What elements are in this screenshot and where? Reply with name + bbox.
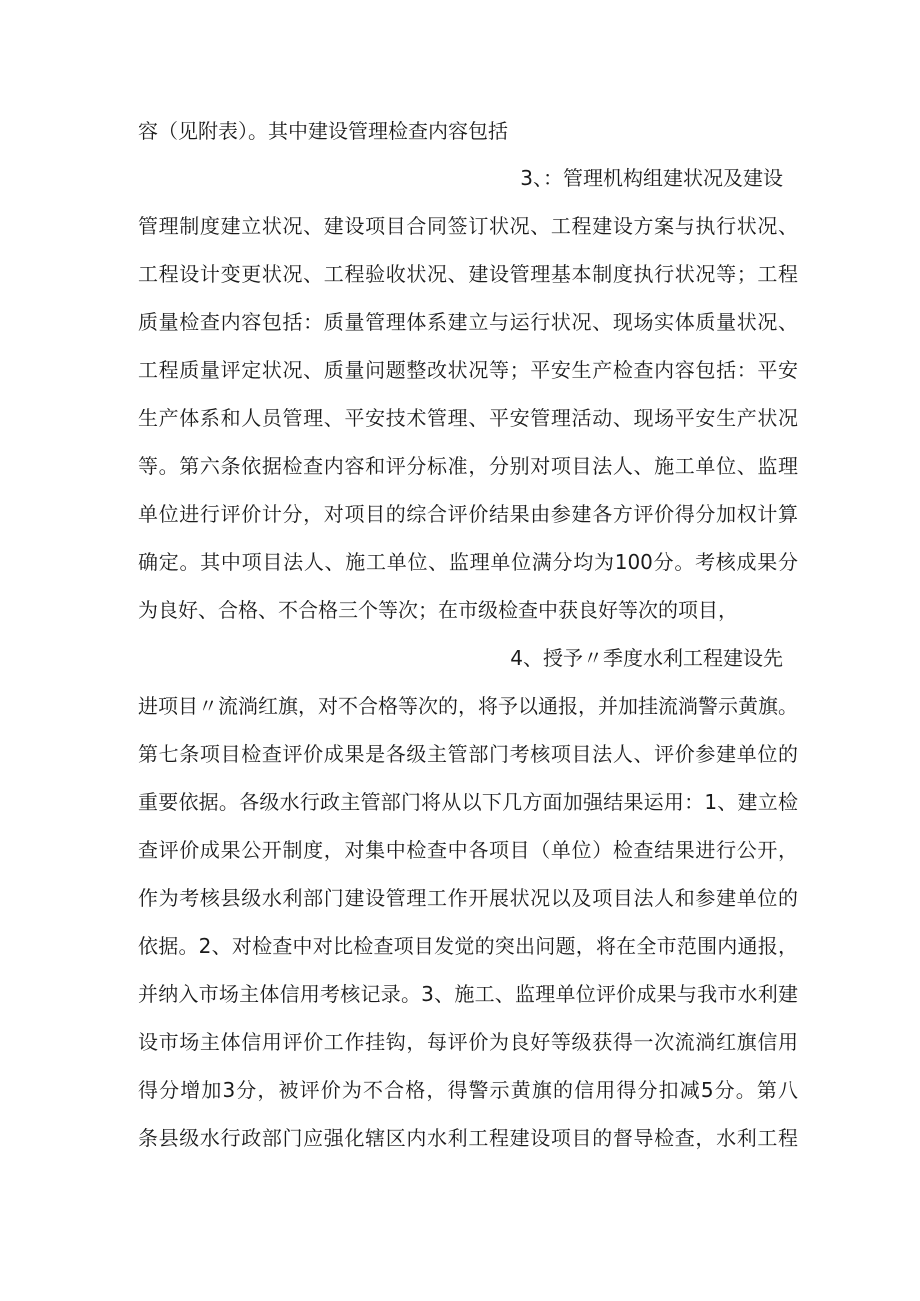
text-line: 依据。2、对检查中对比检查项目发觉的突出问题，将在全市范围内通报， <box>138 934 798 958</box>
text-line: 质量检查内容包括：质量管理体系建立与运行状况、现场实体质量状况、 <box>138 310 798 334</box>
text-line: 设市场主体信用评价工作挂钩，每评价为良好等级获得一次流淌红旗信用 <box>138 1030 798 1054</box>
text-line: 重要依据。各级水行政主管部门将从以下几方面加强结果运用：1、建立检 <box>138 790 798 814</box>
text-line: 条县级水行政部门应强化辖区内水利工程建设项目的督导检查，水利工程 <box>138 1126 798 1150</box>
text-line: 容（见附表）。其中建设管理检查内容包括 <box>138 119 508 143</box>
text-line: 查评价成果公开制度，对集中检查中各项目（单位）检查结果进行公开， <box>138 838 798 862</box>
text-line: 为良好、合格、不合格三个等次；在市级检查中获良好等次的项目， <box>138 598 738 622</box>
text-line: 等。第六条依据检查内容和评分标准，分别对项目法人、施工单位、监理 <box>138 454 798 478</box>
text-line: 单位进行评价计分，对项目的综合评价结果由参建各方评价得分加权计算 <box>138 502 798 526</box>
text-line: 作为考核县级水利部门建设管理工作开展状况以及项目法人和参建单位的 <box>138 886 798 910</box>
text-line: 工程设计变更状况、工程验收状况、建设管理基本制度执行状况等；工程 <box>138 262 798 286</box>
text-line: 管理制度建立状况、建设项目合同签订状况、工程建设方案与执行状况、 <box>138 214 798 238</box>
text-line: 3、：管理机构组建状况及建设 <box>520 166 783 190</box>
text-line: 并纳入市场主体信用考核记录。3、施工、监理单位评价成果与我市水利建 <box>138 982 798 1006</box>
text-line: 得分增加3分，被评价为不合格，得警示黄旗的信用得分扣减5分。第八 <box>138 1078 798 1102</box>
text-line: 第七条项目检查评价成果是各级主管部门考核项目法人、评价参建单位的 <box>138 742 798 766</box>
text-line: 工程质量评定状况、质量问题整改状况等；平安生产检查内容包括：平安 <box>138 358 798 382</box>
text-line: 生产体系和人员管理、平安技术管理、平安管理活动、现场平安生产状况 <box>138 406 798 430</box>
text-line: 进项目〃流淌红旗，对不合格等次的，将予以通报，并加挂流淌警示黄旗。 <box>138 694 798 718</box>
text-line: 确定。其中项目法人、施工单位、监理单位满分均为100分。考核成果分 <box>138 550 798 574</box>
text-line: 4、授予〃季度水利工程建设先 <box>510 646 783 670</box>
